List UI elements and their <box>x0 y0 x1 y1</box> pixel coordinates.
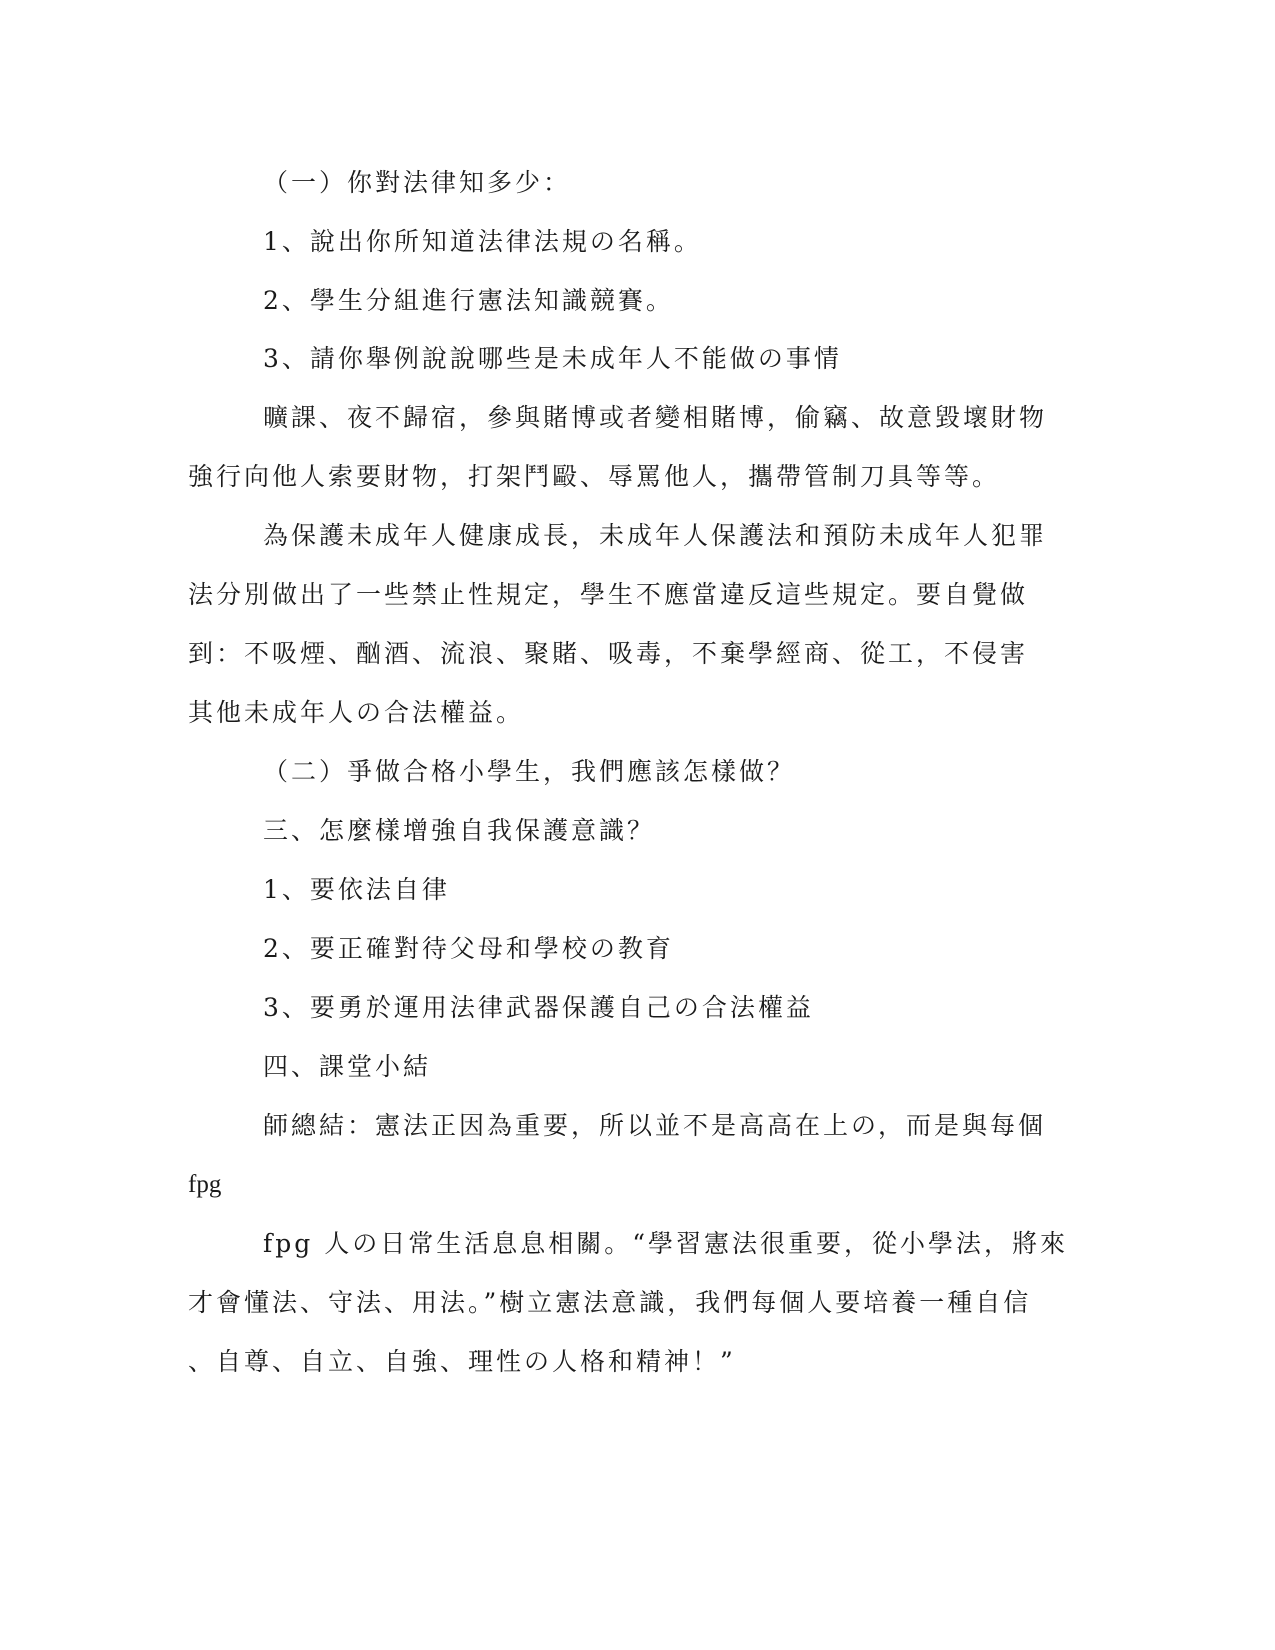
section-heading-1: （一）你對法律知多少： <box>263 168 572 197</box>
list-item: 2、要正確對待父母和學校の教育 <box>263 934 674 963</box>
section-heading-3: 三、怎麼樣增強自我保護意識？ <box>263 816 656 845</box>
paragraph-line: 才會懂法、守法、用法。”樹立憲法意識，我們每個人要培養一種自信 <box>188 1288 1032 1317</box>
section-heading-2: （二）爭做合格小學生，我們應該怎樣做？ <box>263 757 796 786</box>
list-item: 3、要勇於運用法律武器保護自己の合法權益 <box>263 993 814 1022</box>
paragraph-line: fpg <box>188 1171 222 1198</box>
paragraph-line: 為保護未成年人健康成長，未成年人保護法和預防未成年人犯罪 <box>263 521 1048 550</box>
paragraph-line: 法分別做出了一些禁止性規定，學生不應當違反這些規定。要自覺做 <box>188 580 1029 609</box>
paragraph-line: 曠課、夜不歸宿，參與賭博或者變相賭博，偷竊、故意毀壞財物 <box>263 403 1048 432</box>
paragraph-line: 師總結：憲法正因為重要，所以並不是高高在上の，而是與每個 <box>263 1111 1047 1140</box>
paragraph-line: 到：不吸煙、酗酒、流浪、聚賭、吸毒，不棄學經商、從工，不侵害 <box>188 639 1029 668</box>
list-item: 2、學生分組進行憲法知識競賽。 <box>263 286 674 315</box>
list-item: 3、請你舉例說說哪些是未成年人不能做の事情 <box>263 344 842 373</box>
section-heading-4: 四、課堂小結 <box>263 1052 432 1081</box>
paragraph-line: 、自尊、自立、自強、理性の人格和精神！” <box>188 1347 736 1376</box>
list-item: 1、要依法自律 <box>263 875 450 904</box>
paragraph-line: 強行向他人索要財物，打架鬥毆、辱罵他人，攜帶管制刀具等等。 <box>188 462 1001 491</box>
paragraph-line: 其他未成年人の合法權益。 <box>188 698 525 727</box>
paragraph-line: fpg 人の日常生活息息相關。“學習憲法很重要，從小學法，將來 <box>263 1229 1068 1258</box>
list-item: 1、說出你所知道法律法規の名稱。 <box>263 227 702 256</box>
